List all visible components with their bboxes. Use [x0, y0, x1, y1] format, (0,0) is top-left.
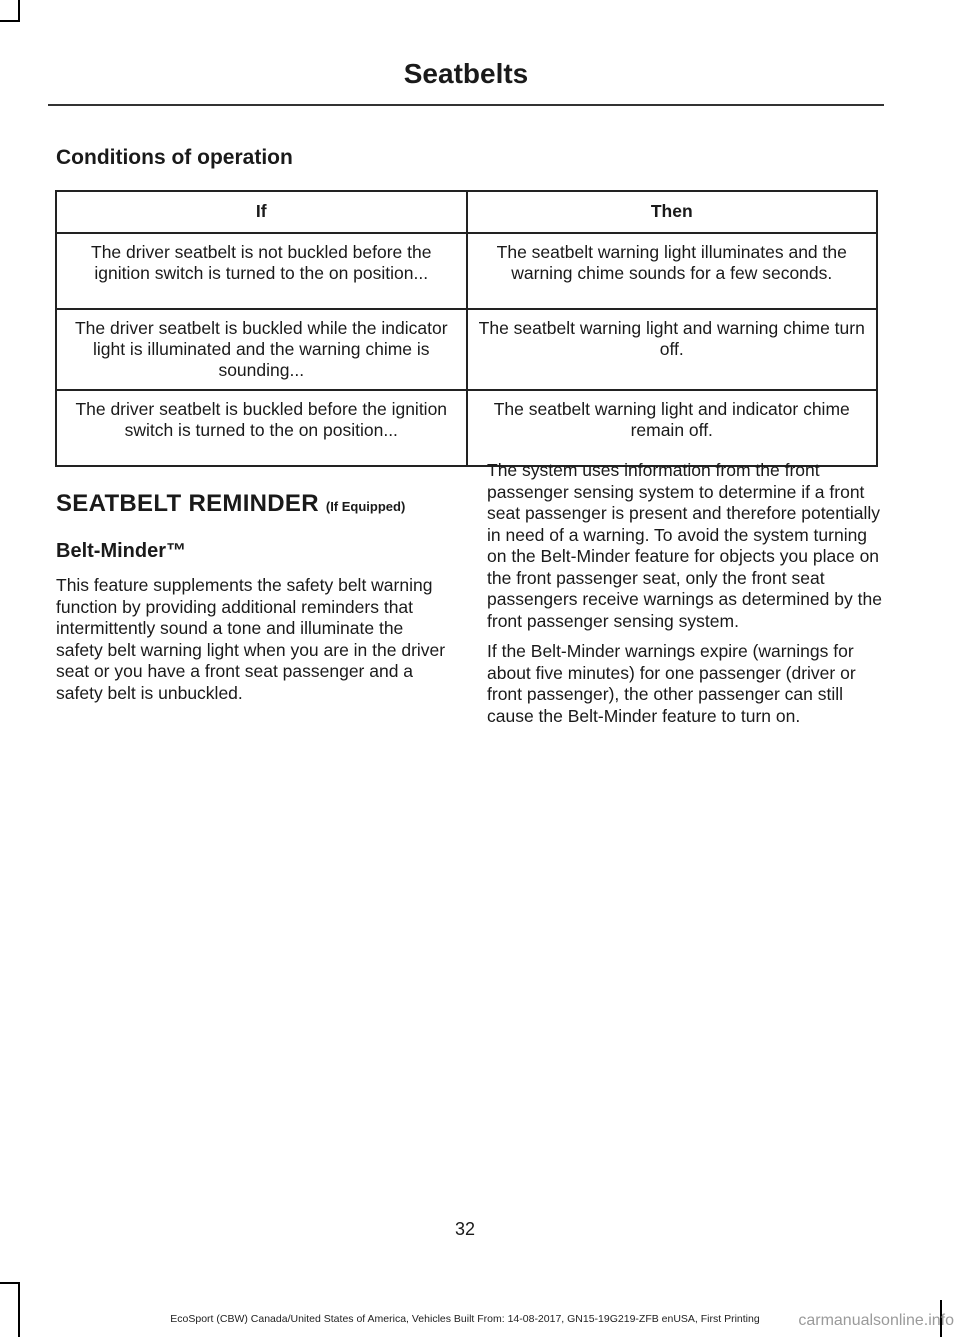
right-column [487, 460, 882, 736]
table-cell-then: The seatbelt warning light and warning chime turn off. [467, 309, 878, 390]
footer-text: EcoSport (CBW) Canada/United States of America, Vehicles Built From: 14-08-2017, GN15-19G219-ZFB enUSA, First Printing [170, 1313, 760, 1325]
paragraph: This feature supplements the safety belt warning function by providing additional reminders that intermittently sound a tone and illuminate the safety belt warning light when you are in the driver seat or you have a front seat passenger and a safety belt is unbuckled. [56, 575, 446, 703]
crop-mark-top-left-vertical [18, 0, 20, 20]
table-cell-then: The seatbelt warning light and indicator chime remain off. [467, 390, 878, 466]
table-cell-then: The seatbelt warning light illuminates and the warning chime sounds for a few seconds. [467, 233, 878, 309]
conditions-table [55, 190, 878, 467]
table-cell-if: The driver seatbelt is buckled while the indicator light is illuminated and the warning chime is sounding... [56, 309, 467, 390]
crop-mark-bottom-left-horizontal [0, 1282, 20, 1284]
table-row [56, 390, 877, 466]
reminder-heading [56, 490, 448, 518]
page-header-title [0, 58, 932, 90]
conditions-heading: Conditions of operation [56, 146, 293, 169]
table-cell-if: The driver seatbelt is buckled before the ignition switch is turned to the on position... [56, 390, 467, 466]
table-cell-if: The driver seatbelt is not buckled before the ignition switch is turned to the on position... [56, 233, 467, 309]
table-row [56, 309, 877, 390]
column-header-then: Then [467, 191, 878, 233]
page-number: 32 [454, 1219, 476, 1239]
equipped-note: (If Equipped) [325, 499, 406, 514]
header-divider [48, 104, 884, 106]
left-column [56, 490, 448, 713]
column-header-if: If [56, 191, 467, 233]
crop-mark-top-left-horizontal [0, 20, 20, 22]
header-title-text: Seatbelts [403, 58, 529, 89]
belt-minder-subheading: Belt-Minder™ [56, 540, 186, 562]
table-header-row [56, 191, 877, 233]
reminder-heading-text: SEATBELT REMINDER [56, 490, 319, 517]
paragraph: The system uses information from the front passenger sensing system to determine if a front seat passenger is present and therefore potentially in need of a warning. To avoid the system turning on the Belt-Minder feature for objects you place on the front passenger seat, only the front seat passengers receive warnings as determined by the front passenger sensing system. [487, 460, 882, 631]
paragraph: If the Belt-Minder warnings expire (warnings for about five minutes) for one passenger (driver or front passenger), the other passenger can still cause the Belt-Minder feature to turn on. [487, 641, 856, 726]
table-row [56, 233, 877, 309]
watermark: carmanualsonline.info [798, 1312, 954, 1329]
crop-mark-bottom-left-vertical [18, 1282, 20, 1337]
